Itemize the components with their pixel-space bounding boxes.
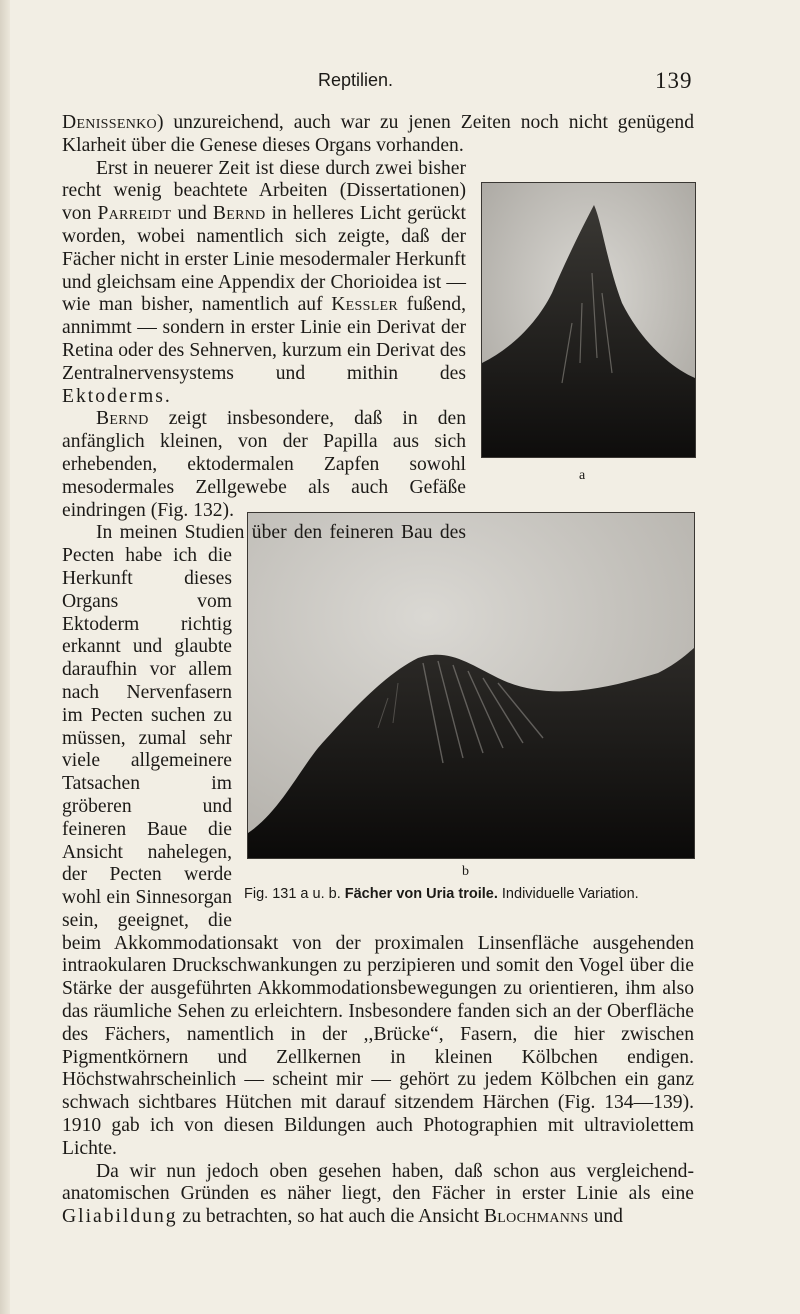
text-span: Erst in neuerer Zeit ist diese durch zwei bisher recht wenig beachtete Arbeiten (Dissertationen) von — [62, 157, 466, 225]
page-edge — [0, 0, 10, 1314]
author-name: Bernd — [212, 203, 266, 225]
float-space-figure-b — [232, 550, 694, 930]
paragraph-1 — [62, 112, 694, 158]
caption-figure-number: Fig. 131 a u. b. — [244, 886, 341, 902]
text-span: in helleres Licht gerückt worden, wobei namentlich sich zeigte, daß der Fächer nicht in erster Linie mesodermaler Herkunft und gleichsam eine Appendix der Chorioidea ist — wie man bisher, namentlich auf — [62, 203, 466, 316]
figure-label-b: b — [462, 864, 469, 879]
page-header — [0, 68, 800, 98]
author-name: Bernd — [96, 408, 149, 430]
page-number: 139 — [655, 68, 693, 93]
body-text — [62, 112, 694, 1229]
emphasis: Ektoderms — [62, 385, 165, 407]
author-name: Kessler — [331, 294, 399, 316]
paragraph-4: In meinen Studien über den feineren Bau des Pecten habe ich die Herkunft dieses Organs vom Ektoderm richtig erkannt und glaubte daraufhin vor allem nach Nervenfasern im Pecten suchen zu müssen, zumal sehr viele allgemeinere Tatsachen im gröberen und feineren Baue die Ansicht nahelegen, der Pecten werde wohl ein Sinnesorgan sein, geeignet, die beim Akkommodationsakt von der proximalen Linsenfläche ausgehenden intraokularen Druckschwankungen zu perzipieren und somit den Vogel über die Stärke der ausgeführten Akkommodationsbewegungen zu orientieren, ihm also das räumliche Sehen zu erleichtern. Insbesondere fanden sich an der Oberfläche des Fächers, namentlich in der ,,Brücke“, Fasern, die hier zwischen Pigmentkörnern und Zellkernen in kleinen Kölbchen endigen. Höchstwahrscheinlich — scheint mir — gehört zu jedem Kölbchen ein ganz schwach sichtbares Hütchen mit darauf sitzendem Härchen (Fig. 134—139). 1910 gab ich von diesen Bildungen auch Photographien mit ultraviolettem Lichte. — [62, 522, 694, 1159]
running-head: Reptilien. — [318, 70, 394, 90]
text-span: zeigt insbesondere, daß in den anfänglich kleinen, von der Papilla aus sich erhebenden, ektodermalen Zapfen sowohl mesodermales Zellgewebe als auch Gefäße eindringen (Fig. 132). — [62, 408, 466, 521]
emphasis: Gliabildung — [62, 1206, 178, 1228]
text-span: und — [171, 203, 213, 225]
text-span: und — [588, 1206, 623, 1228]
caption-title: Fächer von Uria troile. — [344, 886, 498, 902]
text-span: . — [164, 385, 170, 407]
text-span: fußend, annimmt — sondern in erster Linie ein Derivat der Retina oder des Sehnerven, kurzum ein Derivat des Zentralnervensystems und mithin des — [62, 294, 466, 384]
text-span: zu betrachten, so hat auch die Ansicht — [177, 1206, 484, 1228]
author-name: Denissenko — [62, 112, 157, 133]
text-span: ) unzureichend, auch war zu jenen Zeiten noch nicht genügend Klarheit über die Genese dieses Organs vorhanden. — [62, 112, 694, 156]
caption-description: Individuelle Variation. — [501, 886, 639, 902]
float-space-figure-a — [466, 158, 694, 550]
author-name: Blochmanns — [483, 1206, 589, 1228]
text-span: Da wir nun jedoch oben gesehen haben, daß schon aus vergleichend-anatomischen Gründen es näher liegt, den Fächer in erster Linie als eine — [62, 1160, 694, 1205]
figure-label-a: a — [579, 468, 586, 483]
paragraph-5 — [62, 1161, 694, 1229]
author-name: Parreidt — [97, 203, 172, 225]
